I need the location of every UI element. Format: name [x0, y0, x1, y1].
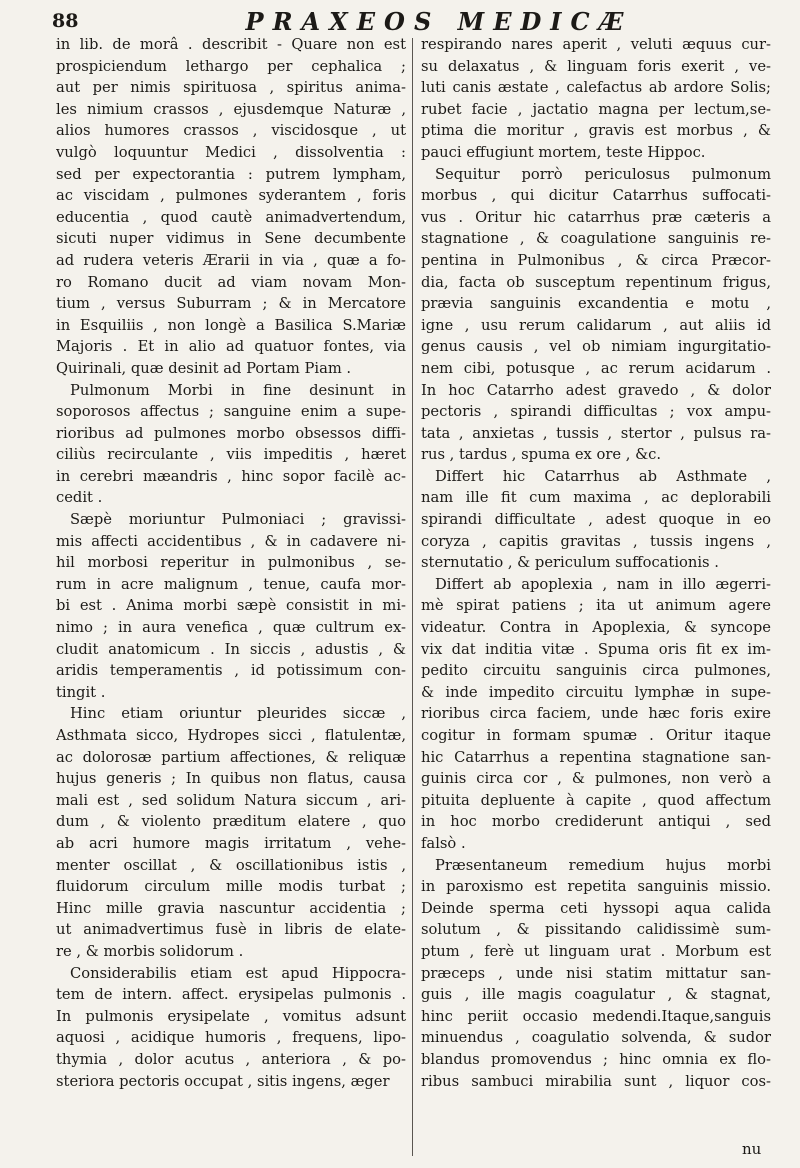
text-line: vix dat inditia vitæ . Spuma oris fit ex im-	[421, 640, 771, 658]
text-line: Considerabilis etiam est apud Hippocra-	[70, 964, 406, 982]
text-line: dia, facta ob susceptum repentinum frigus,	[421, 273, 771, 291]
text-line: solutum , & pissitando calidissimè sum-	[421, 921, 771, 939]
text-line: in cerebri mæandris , hinc sopor facilè ac-	[56, 467, 406, 485]
left-text-column	[56, 34, 406, 1160]
text-line: vulgò loquuntur Medici , dissolventia :	[56, 143, 406, 161]
text-line: menter oscillat , & oscillationibus istis ,	[56, 856, 406, 874]
text-line: mè spirat patiens ; ita ut animum agere	[421, 597, 771, 615]
text-line: mali est , sed solidum Natura siccum , ari-	[56, 791, 406, 809]
text-line: morbus , qui dicitur Catarrhus suffocati-	[421, 187, 771, 205]
text-line: respirando nares aperit , veluti æquus cur-	[421, 36, 771, 53]
text-line: bi est . Anima morbi sæpè consistit in mi-	[56, 597, 406, 615]
text-line: rum in acre malignum , tenue, caufa mor-	[56, 575, 406, 593]
text-line: stagnatione , & coagulatione sanguinis re-	[421, 230, 771, 248]
text-line: videatur. Contra in Apoplexia, & syncope	[421, 619, 771, 637]
text-line: tata , anxietas , tussis , stertor , pulsus ra-	[421, 424, 771, 442]
text-line: Sæpè moriuntur Pulmoniaci ; gravissi-	[70, 511, 406, 529]
text-line: ac dolorosæ partium affectiones, & reliquæ	[56, 748, 406, 766]
text-line: ptima die moritur , gravis est morbus , &	[421, 122, 771, 140]
text-line: Differt hic Catarrhus ab Asthmate ,	[435, 467, 771, 485]
text-line: pedito circuitu sanguinis circa pulmones,	[421, 662, 771, 680]
text-line: in hoc morbo crediderunt antiqui , sed	[421, 813, 771, 831]
text-line: fluidorum circulum mille modis turbat ;	[56, 878, 406, 896]
text-line: In pulmonis erysipelate , vomitus adsunt	[56, 1007, 406, 1025]
text-line: ad rudera veteris Ærarii in via , quæ a fo-	[56, 251, 406, 269]
text-line: ac viscidam , pulmones syderantem , foris	[56, 187, 406, 205]
text-line: Quirinali, quæ desinit ad Portam Piam .	[56, 359, 352, 377]
text-line: igne , usu rerum calidarum , aut aliis id	[421, 316, 771, 334]
text-line: falsò .	[421, 834, 466, 852]
text-line: pituita depluente à capite , quod affectum	[421, 791, 771, 809]
text-line: prospiciendum lethargo per cephalica ;	[56, 57, 406, 75]
text-line: hujus generis ; In quibus non flatus, causa	[56, 770, 406, 788]
text-line: pectoris , spirandi difficultas ; vox ampu-	[421, 403, 771, 421]
text-line: sternutatio , & periculum suffocationis .	[421, 554, 719, 572]
text-line: & inde impedito circuitu lymphæ in supe-	[421, 683, 771, 701]
text-line: hil morbosi reperitur in pulmonibus , se-	[56, 554, 406, 572]
text-line: blandus promovendus ; hinc omnia ex flo-	[421, 1050, 771, 1068]
text-line: thymia , dolor acutus , anteriora , & po-	[56, 1050, 406, 1068]
text-line: nimo ; in aura venefica , quæ cultrum ex-	[56, 619, 406, 637]
text-line: Hinc etiam oriuntur pleurides siccæ ,	[70, 705, 406, 723]
text-line: rioribus ad pulmones morbo obsessos diffi-	[56, 424, 406, 442]
catchword: nu	[742, 1140, 762, 1158]
text-line: Præsentaneum remedium hujus morbi	[435, 856, 771, 874]
column-divider	[412, 38, 413, 1156]
text-line: ciliùs recirculante , viis impeditis , hæret	[56, 446, 406, 464]
running-title: PRAXEOS MEDICÆ	[245, 6, 633, 36]
text-line: Hinc mille gravia nascuntur accidentia ;	[56, 899, 406, 917]
text-line: Deinde sperma ceti hyssopi aqua calida	[421, 899, 771, 917]
text-line: ab acri humore magis irritatum , vehe-	[56, 834, 406, 852]
text-line: soporosos affectus ; sanguine enim a supe-	[56, 403, 406, 421]
text-line: in paroxismo est repetita sanguinis missio.	[421, 878, 771, 896]
text-line: sicuti nuper vidimus in Sene decumbente	[56, 230, 406, 248]
text-line: Majoris . Et in alio ad quatuor fontes, via	[56, 338, 406, 356]
text-line: ptum , ferè ut linguam urat . Morbum est	[421, 942, 771, 960]
text-line: aut per nimis spirituosa , spiritus anima-	[56, 79, 406, 97]
text-line: luti canis æstate , calefactus ab ardore Solis;	[421, 79, 771, 97]
text-line: alios humores crassos , viscidosque , ut	[56, 122, 406, 140]
text-line: nam ille fit cum maxima , ac deplorabili	[421, 489, 771, 507]
text-line: hic Catarrhus a repentina stagnatione san-	[421, 748, 771, 766]
text-line: pentina in Pulmonibus , & circa Præcor-	[421, 251, 771, 269]
text-line: Differt ab apoplexia , nam in illo ægerri-	[435, 575, 771, 593]
text-line: in lib. de morâ . describit - Quare non est	[56, 36, 406, 53]
text-line: dum , & violento præditum elatere , quo	[56, 813, 406, 831]
text-line: pauci effugiunt mortem, teste Hippoc.	[421, 143, 706, 161]
text-line: In hoc Catarrho adest gravedo , & dolor	[421, 381, 771, 399]
text-line: Sequitur porrò periculosus pulmonum	[435, 165, 771, 183]
text-line: su delaxatus , & linguam foris exerit , ve-	[421, 57, 771, 75]
text-line: re , & morbis solidorum .	[56, 942, 244, 960]
text-line: præceps , unde nisi statim mittatur san-	[421, 964, 771, 982]
page-header	[52, 4, 772, 38]
text-line: aquosi , acidique humoris , frequens, lipo-	[56, 1029, 406, 1047]
text-line: cludit anatomicum . In siccis , adustis , &	[56, 640, 406, 658]
text-line: prævia sanguinis excandentia e motu ,	[421, 295, 771, 313]
text-line: spirandi difficultate , adest quoque in eo	[421, 511, 771, 529]
text-line: coryza , capitis gravitas , tussis ingens ,	[421, 532, 771, 550]
text-line: rioribus circa faciem, unde hæc foris exire	[421, 705, 771, 723]
text-line: genus causis , vel ob nimiam ingurgitatio-	[421, 338, 771, 356]
text-line: guinis circa cor , & pulmones, non verò a	[421, 770, 771, 788]
text-line: hinc periit occasio medendi.Itaque,sanguis	[421, 1007, 771, 1025]
text-line: cogitur in formam spumæ . Oritur itaque	[421, 727, 771, 744]
text-line: ro Romano ducit ad viam novam Mon-	[56, 273, 406, 291]
text-line: in Esquiliis , non longè a Basilica S.Mariæ	[56, 316, 406, 334]
text-line: ribus sambuci mirabilia sunt , liquor cos-	[421, 1072, 771, 1090]
text-line: tingit .	[56, 683, 106, 701]
text-line: sed per expectorantia : putrem lympham,	[56, 165, 406, 183]
text-line: guis , ille magis coagulatur , & stagnat,	[421, 986, 771, 1004]
text-line: mis affecti accidentibus , & in cadavere ni-	[56, 532, 406, 550]
text-line: steriora pectoris occupat , sitis ingens, æger	[56, 1072, 390, 1090]
text-line: aridis temperamentis , id potissimum con-	[56, 662, 406, 680]
text-line: rus , tardus , spuma ex ore , &c.	[421, 446, 662, 464]
text-line: educentia , quod cautè animadvertendum,	[56, 208, 406, 226]
right-text-column	[421, 34, 771, 1160]
text-line: Pulmonum Morbi in fine desinunt in	[70, 381, 406, 399]
text-line: ut animadvertimus fusè in libris de elate-	[56, 921, 406, 939]
text-line: vus . Oritur hic catarrhus præ cæteris a	[421, 208, 771, 226]
text-line: rubet facie , jactatio magna per lectum,se-	[421, 100, 771, 118]
text-line: cedit .	[56, 489, 103, 507]
text-line: nem cibi, potusque , ac rerum acidarum .	[421, 359, 771, 377]
text-line: Asthmata sicco, Hydropes sicci , flatulentæ,	[56, 727, 406, 744]
page-number: 88	[52, 10, 79, 32]
text-line: minuendus , coagulatio solvenda, & sudor	[421, 1029, 771, 1047]
text-line: tium , versus Suburram ; & in Mercatore	[56, 295, 406, 313]
text-line: les nimium crassos , ejusdemque Naturæ ,	[56, 100, 406, 118]
text-line: tem de intern. affect. erysipelas pulmonis .	[56, 986, 406, 1004]
